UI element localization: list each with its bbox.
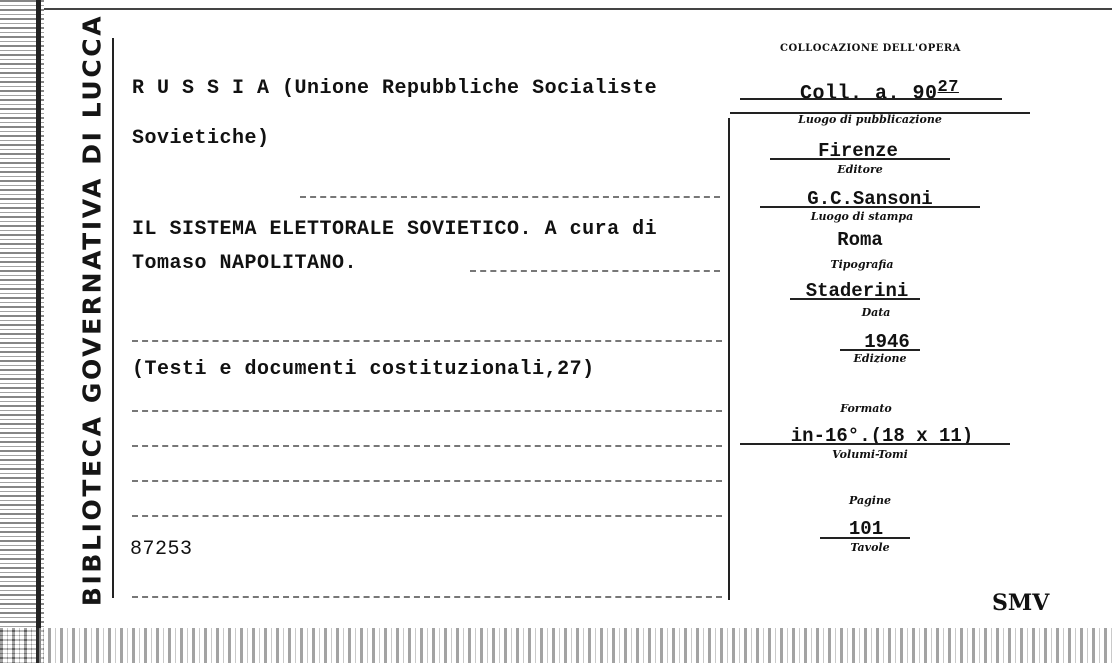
library-name: BIBLIOTECA GOVERNATIVA DI LUCCA	[77, 13, 107, 607]
field-value: G.C.Sansoni	[807, 188, 933, 210]
blank-line	[300, 196, 720, 198]
field-label: Formato	[840, 402, 892, 415]
field-label: Tavole	[850, 541, 890, 554]
title-line-1: IL SISTEMA ELETTORALE SOVIETICO. A cura di	[132, 218, 658, 241]
field-label: Tipografia	[830, 258, 894, 271]
field-label: Data	[861, 306, 891, 319]
field-label: Edizione	[853, 352, 907, 365]
blank-line	[132, 515, 722, 517]
blank-line	[470, 270, 720, 272]
field-underline	[760, 206, 980, 208]
margin-line	[112, 38, 114, 598]
card-left-border	[36, 0, 41, 663]
field-label: Luogo di stampa	[810, 210, 914, 223]
shelf-mark-value: Coll. a. 90	[800, 82, 938, 106]
field-value: in-16°.(18 x 11)	[790, 425, 974, 447]
inventory-number: 87253	[130, 538, 193, 561]
field-underline	[740, 443, 1010, 445]
handwritten-initials: SMV	[992, 590, 1050, 616]
field-underline	[790, 298, 920, 300]
field-value: Firenze	[818, 140, 898, 162]
field-value: 1946	[864, 331, 910, 353]
blank-line	[132, 410, 722, 412]
field-underline	[840, 349, 920, 351]
blank-line	[132, 445, 722, 447]
shelf-mark-underline	[740, 98, 1002, 100]
column-divider	[728, 118, 730, 600]
title-line-2: Tomaso NAPOLITANO.	[132, 252, 358, 275]
field-value: Staderini	[805, 280, 909, 302]
author-line-2: Sovietiche)	[132, 127, 270, 150]
blank-line	[132, 480, 722, 482]
field-label: Volumi-Tomi	[832, 448, 908, 461]
card-bottom-edge	[0, 628, 1112, 663]
series-statement: (Testi e documenti costituzionali,27)	[132, 358, 595, 381]
field-underline	[820, 537, 910, 539]
author-line-1: R U S S I A (Unione Repubbliche Socialiste	[132, 77, 658, 100]
blank-line	[132, 340, 722, 342]
field-label: Pagine	[849, 494, 891, 507]
shelf-mark-suffix: 27	[937, 78, 959, 97]
field-underline	[770, 158, 950, 160]
blank-line	[132, 596, 722, 598]
field-value: Roma	[837, 229, 883, 251]
shelf-mark	[800, 78, 959, 106]
field-label: Luogo di pubblicazione	[798, 113, 942, 126]
field-label: Editore	[837, 163, 883, 176]
field-value: 101	[848, 518, 884, 540]
card-top-edge	[44, 8, 1112, 18]
collocazione-header: COLLOCAZIONE DELL'OPERA	[780, 43, 961, 54]
